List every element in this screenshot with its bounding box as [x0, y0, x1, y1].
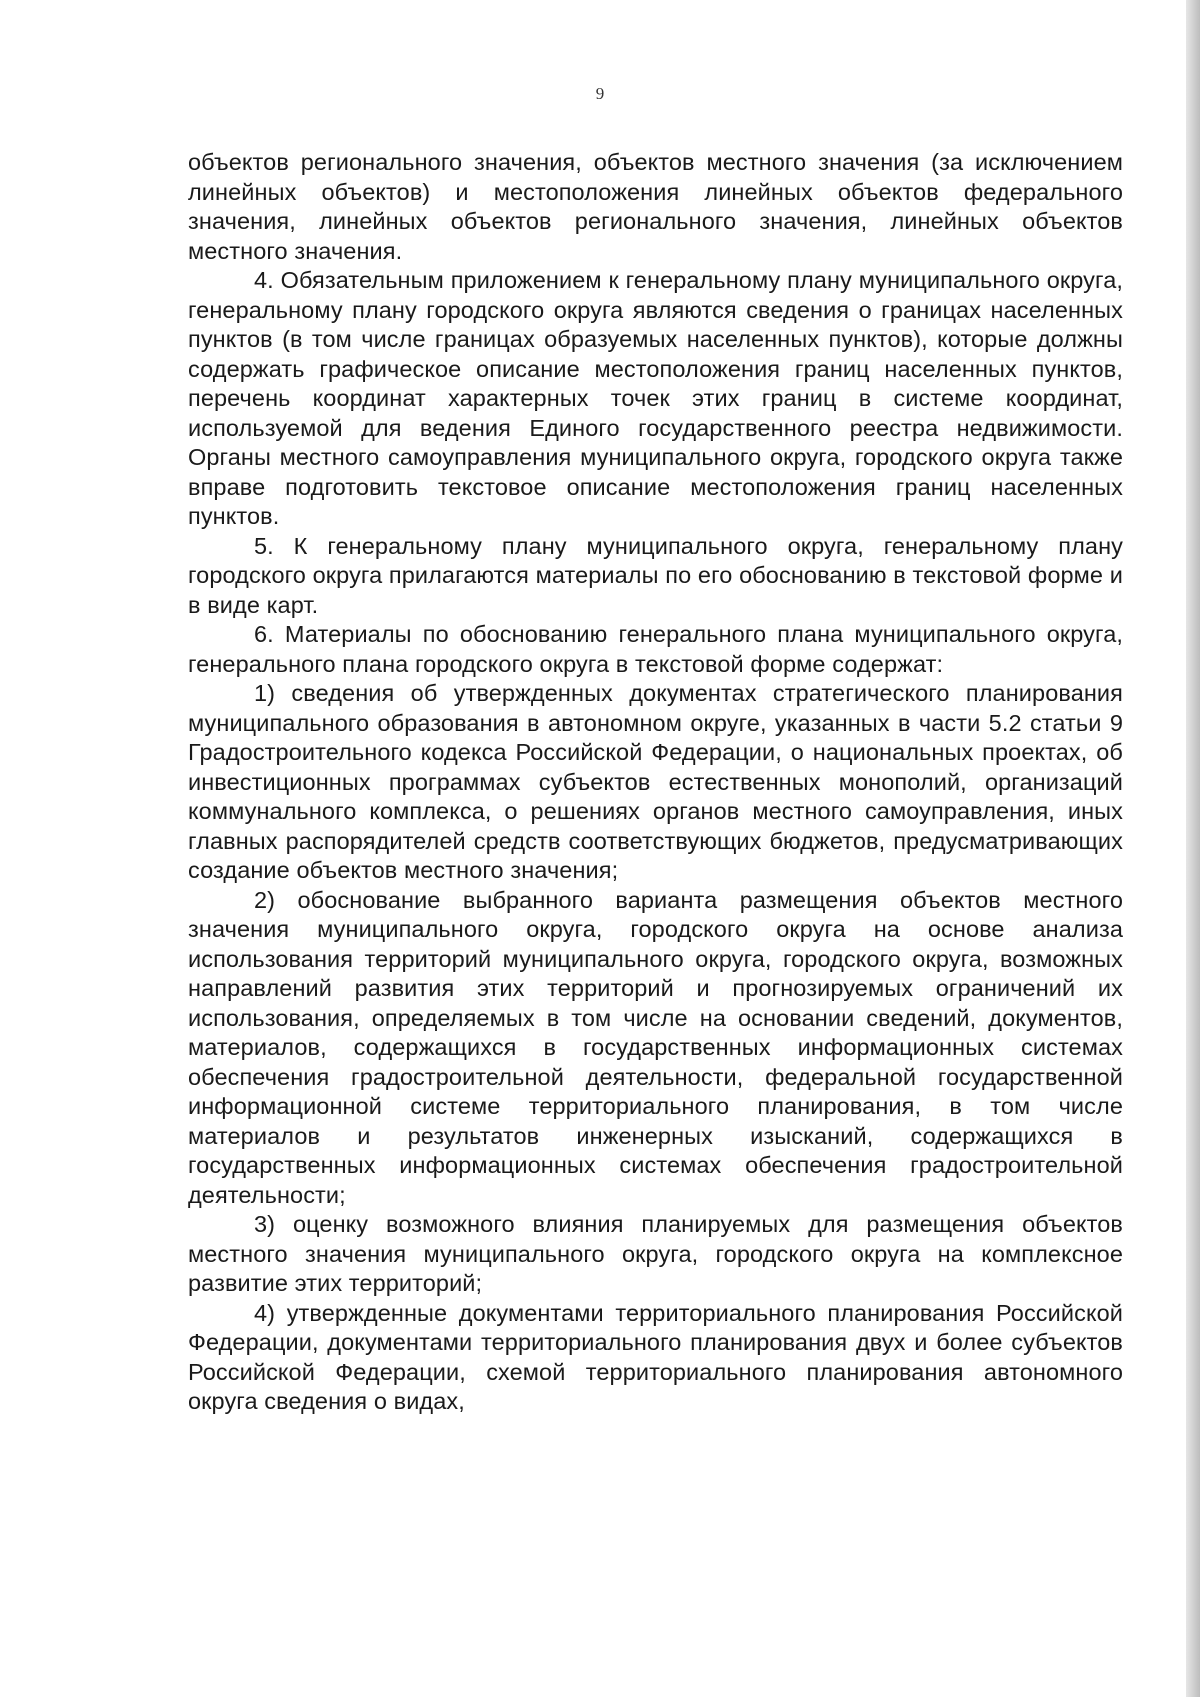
subitem-1: 1) сведения об утвержденных документах стратегического планирования муниципального образования в автономном округе, указанных в части 5.2 статьи 9 Градостроительного кодекса Российской Федерации, о национальных проектах, об инвестиционных программах субъектов естественных монополий, организаций коммунального комплекса, о решениях органов местного самоуправления, иных главных распорядителей средств соответствующих бюджетов, предусматривающих создание объектов местного значения; [188, 680, 1123, 883]
subitem-2: 2) обоснование выбранного варианта размещения объектов местного значения муниципального округа, городского округа на основе анализа использования территорий муниципального округа, городского округа, возможных направлений развития этих территорий и прогнозируемых ограничений их использования, определяемых в том числе на основании сведений, документов, материалов, содержащихся в государственных информационных системах обеспечения градостроительной деятельности, федеральной государственной информационной системе территориального планирования, в том числе материалов и результатов инженерных изысканий, содержащихся в государственных информационных системах обеспечения градостроительной деятельности; [188, 886, 1123, 1208]
paragraph-item-6: 6. Материалы по обоснованию генерального плана муниципального округа, генерального плана городского округа в текстовой форме содержат: [188, 621, 1123, 677]
paragraph-item-5: 5. К генеральному плану муниципального округа, генеральному плану городского округа прилагаются материалы по его обоснованию в текстовой форме и в виде карт. [188, 532, 1123, 618]
paragraph-item-4: 4. Обязательным приложением к генеральному плану муниципального округа, генеральному плану городского округа являются сведения о границах населенных пунктов (в том числе границах образуемых населенных пунктов), которые должны содержать графическое описание местоположения границ населенных пунктов, перечень координат характерных точек этих границ в системе координат, используемой для ведения Единого государственного реестра недвижимости. Органы местного самоуправления муниципального округа, городского округа также вправе подготовить текстовое описание местоположения границ населенных пунктов. [188, 267, 1123, 529]
document-body [188, 148, 1123, 1417]
scan-edge-shadow [1186, 0, 1200, 1697]
page-number: 9 [595, 84, 605, 103]
subitem-4: 4) утвержденные документами территориального планирования Российской Федерации, документами территориального планирования двух и более субъектов Российской Федерации, схемой территориального планирования автономного округа сведения о видах, [188, 1299, 1123, 1414]
paragraph-continuation: объектов регионального значения, объектов местного значения (за исключением линейных объектов) и местоположения линейных объектов федерального значения, линейных объектов регионального значения, линейных объектов местного значения. [188, 149, 1123, 264]
subitem-3: 3) оценку возможного влияния планируемых для размещения объектов местного значения муниципального округа, городского округа на комплексное развитие этих территорий; [188, 1211, 1123, 1296]
